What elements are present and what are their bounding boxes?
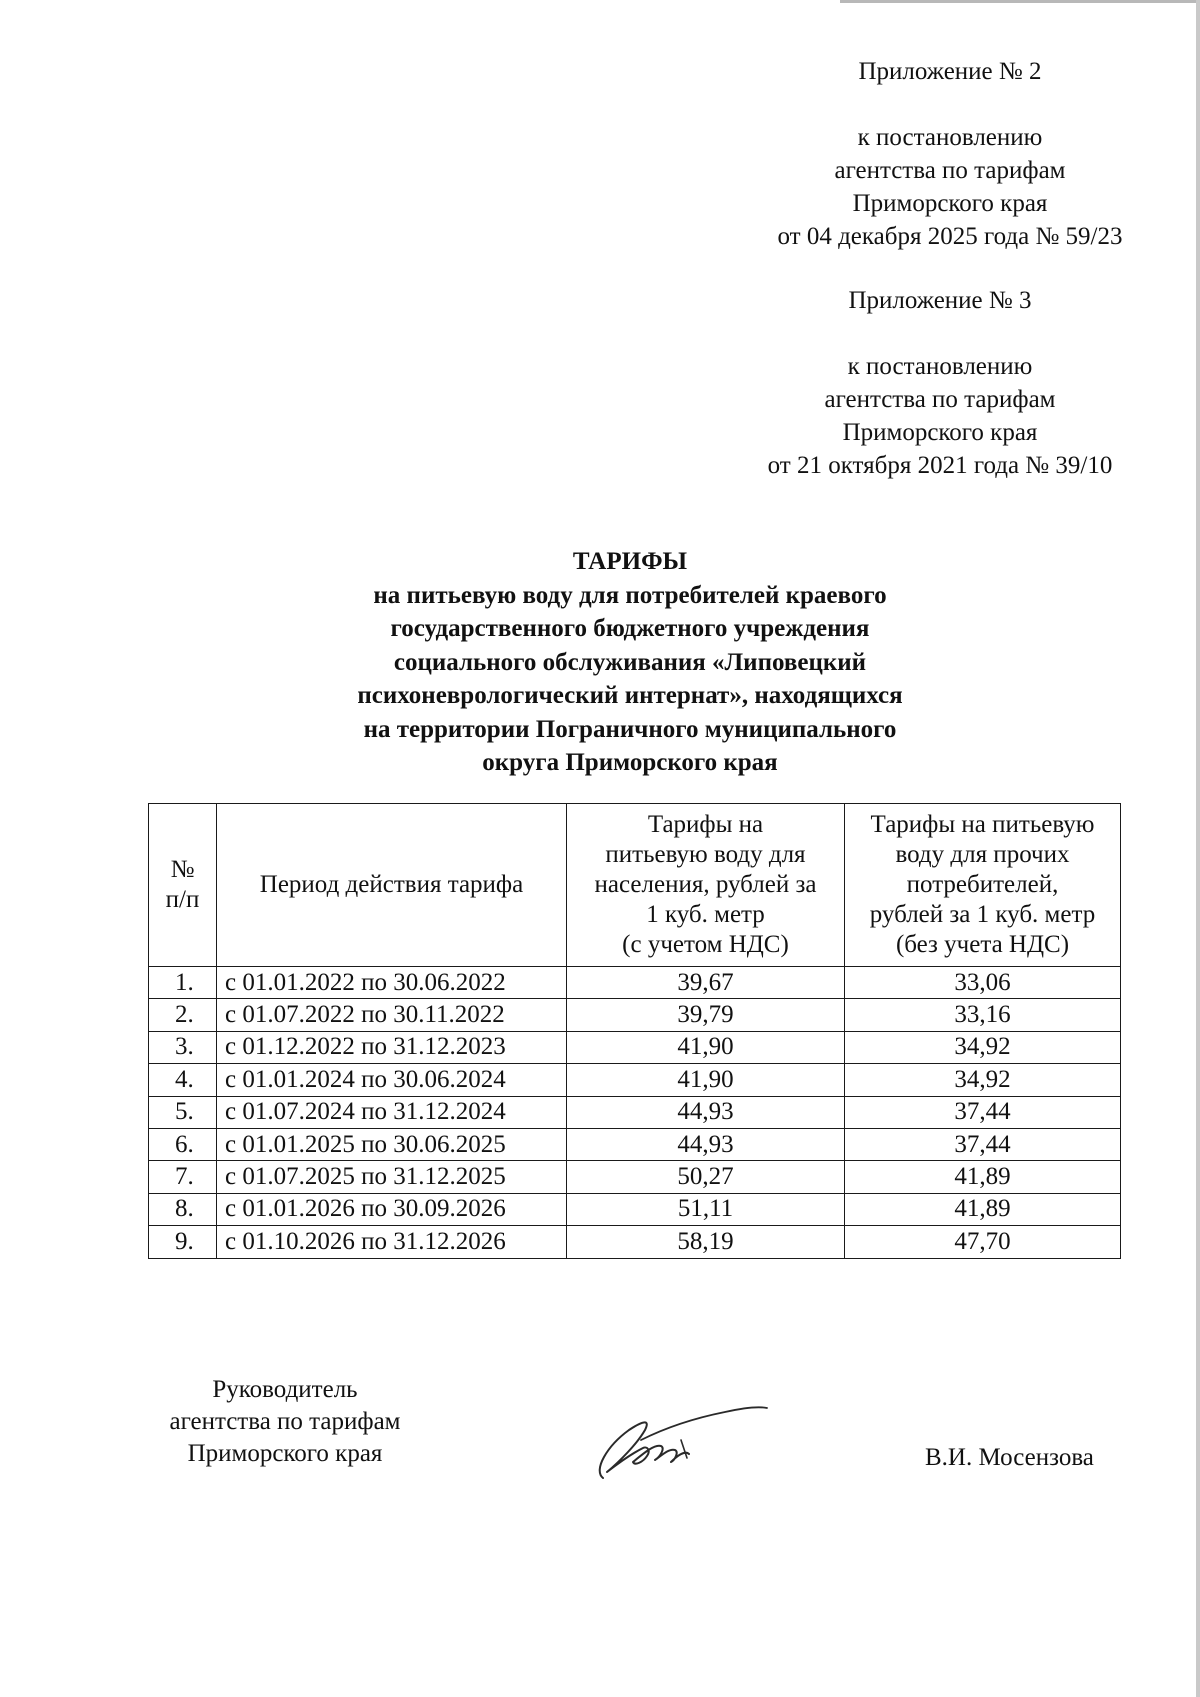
table-row xyxy=(149,967,1121,999)
row-other-tariff: 41,89 xyxy=(845,1161,1121,1193)
table-row xyxy=(149,1226,1121,1258)
table-header-row xyxy=(149,804,1121,967)
appendix-line: Приморского края xyxy=(842,419,1038,446)
appendix-decree-date: от 21 октября 2021 года № 39/10 xyxy=(767,452,1113,479)
title-heading: ТАРИФЫ xyxy=(572,548,688,575)
row-population-tariff: 41,90 xyxy=(567,1064,845,1096)
row-number: 8. xyxy=(149,1193,217,1225)
row-number: 2. xyxy=(149,999,217,1031)
row-population-tariff: 44,93 xyxy=(567,1096,845,1128)
header-other-tariff: Тарифы на питьевую воду для прочих потребителей, рублей за 1 куб. метр (без учета НДС) xyxy=(845,804,1121,967)
header-period: Период действия тарифа xyxy=(217,804,567,967)
title-line: социального обслуживания «Липовецкий xyxy=(393,648,867,676)
row-other-tariff: 37,44 xyxy=(845,1096,1121,1128)
row-population-tariff: 51,11 xyxy=(567,1193,845,1225)
appendix-title: Приложение № 2 xyxy=(858,58,1042,85)
title-line: на территории Пограничного муниципального xyxy=(363,715,897,743)
row-population-tariff: 39,67 xyxy=(567,967,845,999)
row-other-tariff: 37,44 xyxy=(845,1128,1121,1160)
row-period: с 01.07.2025 по 31.12.2025 xyxy=(217,1161,567,1193)
row-number: 6. xyxy=(149,1128,217,1160)
row-number: 4. xyxy=(149,1064,217,1096)
appendix-title: Приложение № 3 xyxy=(848,287,1032,314)
tariff-table xyxy=(148,803,1121,1259)
table-row xyxy=(149,999,1121,1031)
table-row xyxy=(149,1096,1121,1128)
header-number: № п/п xyxy=(149,804,217,967)
row-period: с 01.07.2022 по 30.11.2022 xyxy=(217,999,567,1031)
appendix-line: к постановлению xyxy=(847,353,1033,380)
row-period: с 01.01.2026 по 30.09.2026 xyxy=(217,1193,567,1225)
title-line: округа Приморского края xyxy=(482,749,778,776)
row-other-tariff: 33,16 xyxy=(845,999,1121,1031)
row-period: с 01.01.2025 по 30.06.2025 xyxy=(217,1128,567,1160)
row-population-tariff: 39,79 xyxy=(567,999,845,1031)
row-number: 1. xyxy=(149,967,217,999)
appendix-line: к постановлению xyxy=(857,124,1043,151)
row-other-tariff: 33,06 xyxy=(845,967,1121,999)
row-population-tariff: 41,90 xyxy=(567,1031,845,1063)
title-line: психоневрологический интернат», находящихся xyxy=(357,682,903,709)
row-population-tariff: 50,27 xyxy=(567,1161,845,1193)
row-period: с 01.01.2022 по 30.06.2022 xyxy=(217,967,567,999)
appendix-3-header xyxy=(690,284,1190,482)
header-population-tariff: Тарифы на питьевую воду для населения, рублей за 1 куб. метр (с учетом НДС) xyxy=(567,804,845,967)
scan-edge-right xyxy=(1196,0,1200,1697)
row-period: с 01.07.2024 по 31.12.2024 xyxy=(217,1096,567,1128)
row-number: 3. xyxy=(149,1031,217,1063)
row-period: с 01.01.2024 по 30.06.2024 xyxy=(217,1064,567,1096)
appendix-line: Приморского края xyxy=(852,190,1048,217)
appendix-decree-date: от 04 декабря 2025 года № 59/23 xyxy=(777,223,1123,250)
row-other-tariff: 47,70 xyxy=(845,1226,1121,1258)
row-period: с 01.10.2026 по 31.12.2026 xyxy=(217,1226,567,1258)
signatory-name: В.И. Мосензова xyxy=(925,1444,1094,1471)
row-number: 5. xyxy=(149,1096,217,1128)
appendix-line: агентства по тарифам xyxy=(824,386,1056,413)
scan-edge-top xyxy=(840,0,1200,3)
appendix-line: агентства по тарифам xyxy=(834,157,1066,184)
handwritten-signature xyxy=(585,1400,775,1490)
row-other-tariff: 41,89 xyxy=(845,1193,1121,1225)
row-other-tariff: 34,92 xyxy=(845,1031,1121,1063)
document-title xyxy=(190,545,1070,780)
row-population-tariff: 44,93 xyxy=(567,1128,845,1160)
table-row xyxy=(149,1193,1121,1225)
row-period: с 01.12.2022 по 31.12.2023 xyxy=(217,1031,567,1063)
table-row xyxy=(149,1031,1121,1063)
table-row xyxy=(149,1064,1121,1096)
signatory-position: Руководитель агентства по тарифам Приморского края xyxy=(169,1376,401,1467)
table-row xyxy=(149,1128,1121,1160)
row-number: 9. xyxy=(149,1226,217,1258)
row-other-tariff: 34,92 xyxy=(845,1064,1121,1096)
row-population-tariff: 58,19 xyxy=(567,1226,845,1258)
table-row xyxy=(149,1161,1121,1193)
title-line: на питьевую воду для потребителей краевого xyxy=(373,581,887,609)
appendix-2-header xyxy=(700,55,1200,253)
row-number: 7. xyxy=(149,1161,217,1193)
title-line: государственного бюджетного учреждения xyxy=(390,615,870,642)
